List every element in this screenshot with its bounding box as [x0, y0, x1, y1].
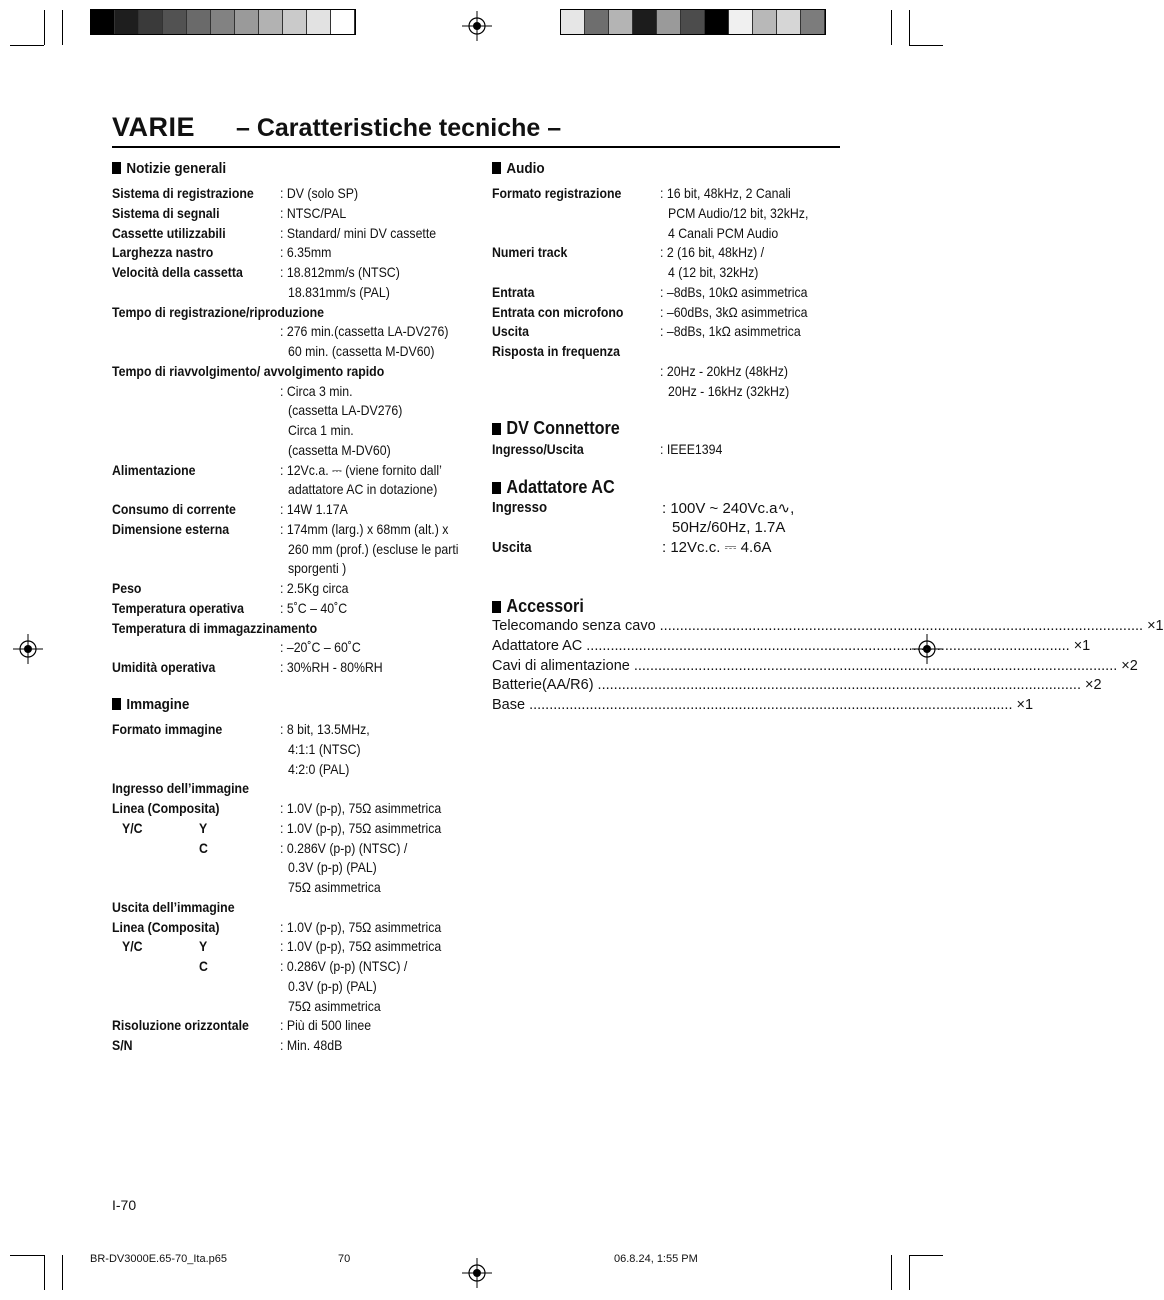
color-swatch: [235, 10, 259, 34]
color-bars-left: [90, 9, 356, 35]
spec-value: : –8dBs, 1kΩ asimmetrica: [660, 323, 801, 340]
footer-file: BR-DV3000E.65-70_Ita.p65: [90, 1253, 227, 1265]
spec-value: : –60dBs, 3kΩ asimmetrica: [660, 303, 808, 320]
spec-label: Larghezza nastro: [112, 244, 214, 261]
spec-label: Temperatura di immagazzinamento: [112, 619, 318, 636]
spec-value: : 12Vc.c. ⎓ 4.6A: [662, 538, 772, 556]
spec-label: Y/C: [122, 938, 143, 955]
spec-value: 4 (12 bit, 32kHz): [668, 264, 759, 280]
registration-mark-icon: [13, 634, 43, 664]
spec-value: : 100V ~ 240Vc.a∿,: [662, 500, 795, 517]
spec-value: : 12Vc.a. ⎓ (viene fornito dall’: [280, 461, 442, 478]
accessory-quantity: ×1: [1147, 618, 1164, 634]
color-swatch: [729, 10, 753, 34]
spec-value: 20Hz - 16kHz (32kHz): [668, 382, 790, 399]
accessory-quantity: ×2: [1084, 677, 1102, 694]
color-swatch: [585, 10, 609, 34]
spec-value: : 18.812mm/s (NTSC): [280, 264, 400, 280]
accessory-name: Base: [492, 697, 526, 713]
page-number: I-70: [112, 1197, 137, 1213]
color-swatch: [307, 10, 331, 34]
spec-label: Umidità operativa: [112, 659, 216, 675]
spec-label: Temperatura operativa: [112, 599, 244, 616]
spec-label: Sistema di segnali: [112, 204, 220, 221]
spec-value: : 1.0V (p-p), 75Ω asimmetrica: [280, 918, 442, 935]
color-swatch: [633, 10, 657, 34]
footer-page: 70: [338, 1253, 351, 1265]
spec-value: 4:1:1 (NTSC): [288, 740, 361, 757]
spec-value: : –8dBs, 10kΩ asimmetrica: [660, 283, 808, 300]
spec-label: Sistema di registrazione: [112, 185, 254, 201]
bullet-square-icon: [112, 698, 121, 710]
spec-value: (cassetta LA-DV276): [288, 402, 403, 419]
color-swatch: [331, 10, 355, 34]
spec-value: : 2 (16 bit, 48kHz) /: [660, 244, 765, 261]
dot-leader: ........................................................................................................................: [529, 697, 1013, 713]
color-swatch: [187, 10, 211, 34]
color-swatch: [115, 10, 139, 34]
accessory-item: [492, 637, 1091, 654]
spec-value: : 14W 1.17A: [280, 501, 348, 517]
spec-value: : 16 bit, 48kHz, 2 Canali: [660, 185, 791, 201]
color-swatch: [681, 10, 705, 34]
section-heading: VARIE: [112, 112, 196, 142]
spec-label: Velocità della cassetta: [112, 264, 243, 280]
color-swatch: [777, 10, 801, 34]
spec-label: Uscita dell’immagine: [112, 898, 235, 915]
spec-label: S/N: [112, 1037, 133, 1053]
color-swatch: [561, 10, 585, 34]
color-swatch: [657, 10, 681, 34]
spec-value: : IEEE1394: [660, 441, 723, 457]
spec-value: 75Ω asimmetrica: [288, 997, 381, 1014]
accessory-quantity: ×1: [1016, 697, 1034, 713]
spec-label: Risoluzione orizzontale: [112, 1017, 249, 1034]
dot-leader: ........................................................................................................................: [586, 637, 1070, 654]
spec-value: : 30%RH - 80%RH: [280, 659, 383, 675]
spec-value: (cassetta M-DV60): [288, 441, 391, 458]
spec-value: : 0.286V (p-p) (NTSC) /: [280, 958, 408, 974]
spec-sublabel: C: [199, 958, 208, 974]
accessory-quantity: ×2: [1121, 657, 1138, 674]
spec-label: Linea (Composita): [112, 800, 220, 816]
spec-label: Uscita: [492, 323, 529, 340]
spec-value: 260 mm (prof.) (escluse le parti: [288, 540, 459, 557]
spec-value: : Più di 500 linee: [280, 1017, 372, 1034]
spec-label: Peso: [112, 580, 142, 596]
spec-value: : DV (solo SP): [280, 185, 359, 201]
spec-value: : 1.0V (p-p), 75Ω asimmetrica: [280, 938, 442, 955]
color-swatch: [163, 10, 187, 34]
spec-label: Dimensione esterna: [112, 520, 230, 537]
spec-value: : NTSC/PAL: [280, 204, 347, 221]
section-title-accessories: Accessori: [492, 596, 584, 617]
bullet-square-icon: [492, 601, 501, 613]
spec-label: Entrata: [492, 283, 535, 300]
spec-value: Circa 1 min.: [288, 422, 354, 438]
spec-value: : Circa 3 min.: [280, 382, 353, 399]
accessory-item: [492, 697, 1034, 713]
color-swatch: [139, 10, 163, 34]
spec-value: : –20˚C – 60˚C: [280, 639, 361, 656]
color-swatch: [211, 10, 235, 34]
spec-value: 75Ω asimmetrica: [288, 879, 381, 895]
section-title-dv: DV Connettore: [492, 418, 620, 439]
accessory-name: Cavi di alimentazione: [492, 657, 630, 674]
color-swatch: [753, 10, 777, 34]
registration-mark-icon: [462, 11, 492, 41]
spec-label: Tempo di riavvolgimento/ avvolgimento rapido: [112, 362, 385, 379]
accessory-quantity: ×1: [1073, 637, 1091, 654]
spec-value: 0.3V (p-p) (PAL): [288, 859, 377, 876]
spec-value: adattatore AC in dotazione): [288, 481, 438, 498]
color-swatch: [609, 10, 633, 34]
bullet-square-icon: [492, 423, 501, 435]
spec-label: Entrata con microfono: [492, 303, 624, 320]
spec-label: Linea (Composita): [112, 918, 220, 935]
color-swatch: [91, 10, 115, 34]
spec-sublabel: Y: [199, 938, 208, 955]
accessory-item: [492, 657, 1138, 674]
spec-value: : Standard/ mini DV cassette: [280, 224, 437, 241]
section-title-audio: Audio: [492, 160, 545, 177]
color-swatch: [259, 10, 283, 34]
spec-label: Ingresso dell’immagine: [112, 780, 249, 797]
spec-label: Y/C: [122, 819, 143, 836]
spec-value: sporgenti ): [288, 560, 347, 577]
spec-value: 4:2:0 (PAL): [288, 760, 350, 777]
spec-value: 18.831mm/s (PAL): [288, 283, 390, 300]
spec-value: : 2.5Kg circa: [280, 580, 349, 596]
spec-label: Tempo di registrazione/riproduzione: [112, 303, 324, 320]
section-title-image: Immagine: [112, 696, 189, 713]
registration-mark-icon: [462, 1258, 492, 1288]
spec-value: : 8 bit, 13.5MHz,: [280, 721, 370, 737]
spec-label: Cassette utilizzabili: [112, 224, 226, 241]
page-title: – Caratteristiche tecniche –: [236, 114, 562, 142]
accessory-name: Batterie(AA/R6): [492, 677, 594, 694]
color-bars-right: [560, 9, 826, 35]
accessory-item: [492, 677, 1102, 694]
dot-leader: ........................................................................................................................: [659, 618, 1144, 634]
spec-value: : 20Hz - 20kHz (48kHz): [660, 362, 789, 379]
heading-rule: [112, 146, 840, 148]
spec-value: : 5˚C – 40˚C: [280, 599, 348, 616]
footer-date: 06.8.24, 1:55 PM: [614, 1253, 698, 1265]
spec-label: Alimentazione: [112, 461, 196, 478]
spec-label: Risposta in frequenza: [492, 343, 621, 359]
bullet-square-icon: [112, 162, 121, 174]
spec-label: Ingresso/Uscita: [492, 441, 584, 457]
spec-label: Consumo di corrente: [112, 501, 236, 517]
bullet-square-icon: [492, 482, 501, 494]
spec-value: : 276 min.(cassetta LA-DV276): [280, 323, 449, 340]
dot-leader: ........................................................................................................................: [633, 657, 1118, 674]
spec-value: : 1.0V (p-p), 75Ω asimmetrica: [280, 819, 442, 836]
spec-label: Uscita: [492, 538, 532, 556]
spec-label: Numeri track: [492, 244, 568, 261]
spec-value: : 6.35mm: [280, 244, 332, 261]
color-swatch: [801, 10, 825, 34]
spec-value: : Min. 48dB: [280, 1037, 343, 1053]
section-title-general: Notizie generali: [112, 160, 226, 177]
spec-value: 4 Canali PCM Audio: [668, 224, 779, 241]
spec-value: PCM Audio/12 bit, 32kHz,: [668, 204, 809, 221]
spec-value: : 174mm (larg.) x 68mm (alt.) x: [280, 520, 449, 537]
spec-value: 60 min. (cassetta M-DV60): [288, 343, 435, 359]
spec-label: Formato immagine: [112, 721, 223, 737]
spec-value: 50Hz/60Hz, 1.7A: [672, 518, 786, 536]
color-swatch: [705, 10, 729, 34]
spec-label: Formato registrazione: [492, 185, 622, 201]
spec-sublabel: Y: [199, 819, 208, 836]
spec-value: : 0.286V (p-p) (NTSC) /: [280, 839, 408, 856]
spec-label: Ingresso: [492, 499, 548, 516]
bullet-square-icon: [492, 162, 501, 174]
accessory-name: Adattatore AC: [492, 637, 583, 654]
spec-sublabel: C: [199, 839, 208, 856]
accessory-name: Telecomando senza cavo: [492, 618, 656, 634]
color-swatch: [283, 10, 307, 34]
spec-value: : 1.0V (p-p), 75Ω asimmetrica: [280, 800, 442, 816]
section-title-ac: Adattatore AC: [492, 477, 615, 498]
accessory-item: [492, 618, 1164, 634]
dot-leader: ........................................................................................................................: [597, 677, 1081, 694]
spec-value: 0.3V (p-p) (PAL): [288, 977, 377, 994]
